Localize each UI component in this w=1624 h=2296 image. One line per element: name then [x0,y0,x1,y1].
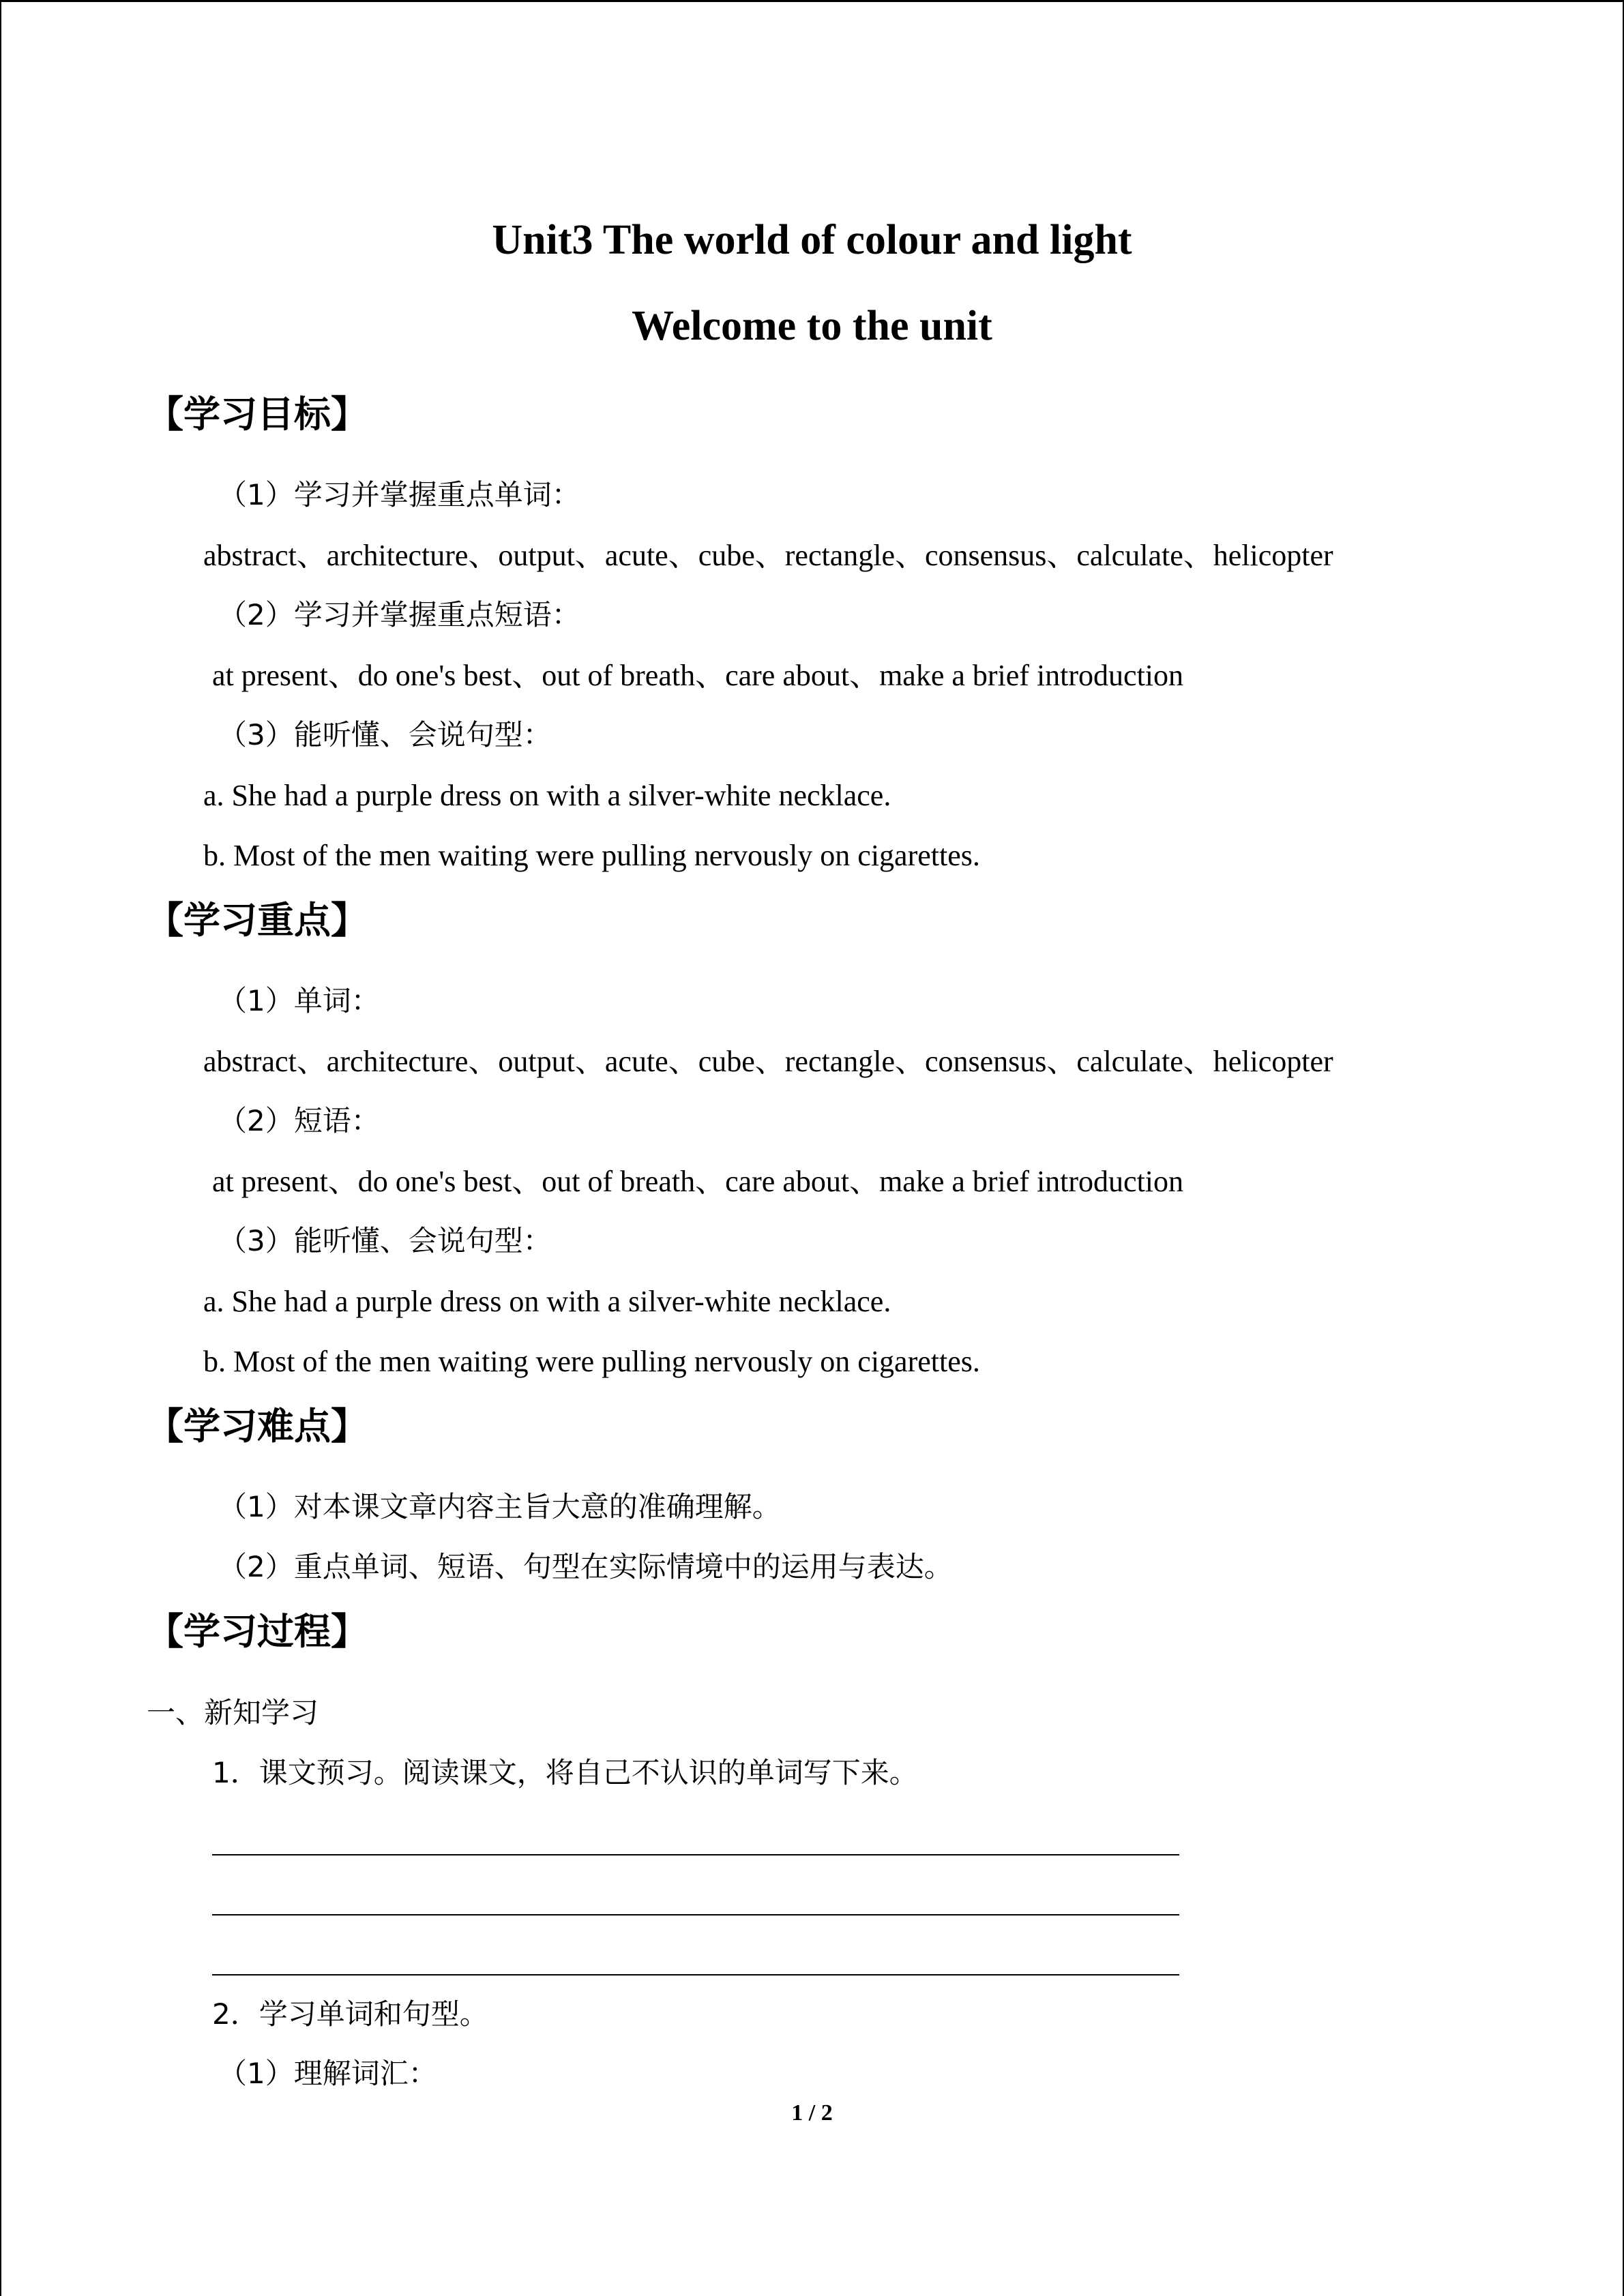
key-points-sentence-a: a. She had a purple dress on with a silver-white necklace. [203,1285,891,1318]
difficulties-heading: 【学习难点】 [147,1405,368,1448]
key-points-item2-label: （2）短语： [218,1104,380,1137]
key-points-phrases: at present、do one's best、out of breath、care about、make a brief introduction [212,1165,1184,1198]
objectives-phrases: at present、do one's best、out of breath、care about、make a brief introduction [212,659,1184,692]
process-section1: 一、新知学习 [147,1696,319,1729]
page-number: 1 / 2 [791,2100,833,2126]
document-subtitle: Welcome to the unit [632,303,992,349]
difficulties-item2: （2）重点单词、短语、句型在实际情境中的运用与表达。 [218,1550,953,1583]
difficulties-item1: （1）对本课文章内容主旨大意的准确理解。 [218,1490,781,1523]
key-points-sentence-b: b. Most of the men waiting were pulling nervously on cigarettes. [203,1345,980,1378]
objectives-words: abstract、architecture、output、acute、cube、rectangle、consensus、calculate、helicopter [203,539,1333,572]
answer-line-1[interactable] [212,1854,1179,1855]
objectives-heading: 【学习目标】 [147,393,368,436]
process-step1: 1．课文预习。阅读课文，将自己不认识的单词写下来。 [212,1756,918,1789]
key-points-item1-label: （1）单词： [218,984,380,1017]
process-step2: 2．学习单词和句型。 [212,1997,488,2031]
document-title: Unit3 The world of colour and light [492,217,1132,263]
objectives-sentence-b: b. Most of the men waiting were pulling nervously on cigarettes. [203,839,980,872]
top-border [0,0,1624,2]
objectives-item3-label: （3）能听懂、会说句型： [218,718,552,751]
key-points-heading: 【学习重点】 [147,899,368,942]
process-heading: 【学习过程】 [147,1610,368,1653]
objectives-sentence-a: a. She had a purple dress on with a silver-white necklace. [203,779,891,812]
key-points-words: abstract、architecture、output、acute、cube、rectangle、consensus、calculate、helicopter [203,1045,1333,1078]
objectives-item2-label: （2）学习并掌握重点短语： [218,598,580,631]
process-step2-sub1: （1）理解词汇： [218,2057,437,2090]
answer-line-2[interactable] [212,1914,1179,1915]
key-points-item3-label: （3）能听懂、会说句型： [218,1224,552,1257]
answer-line-3[interactable] [212,1974,1179,1976]
objectives-item1-label: （1）学习并掌握重点单词： [218,478,580,511]
